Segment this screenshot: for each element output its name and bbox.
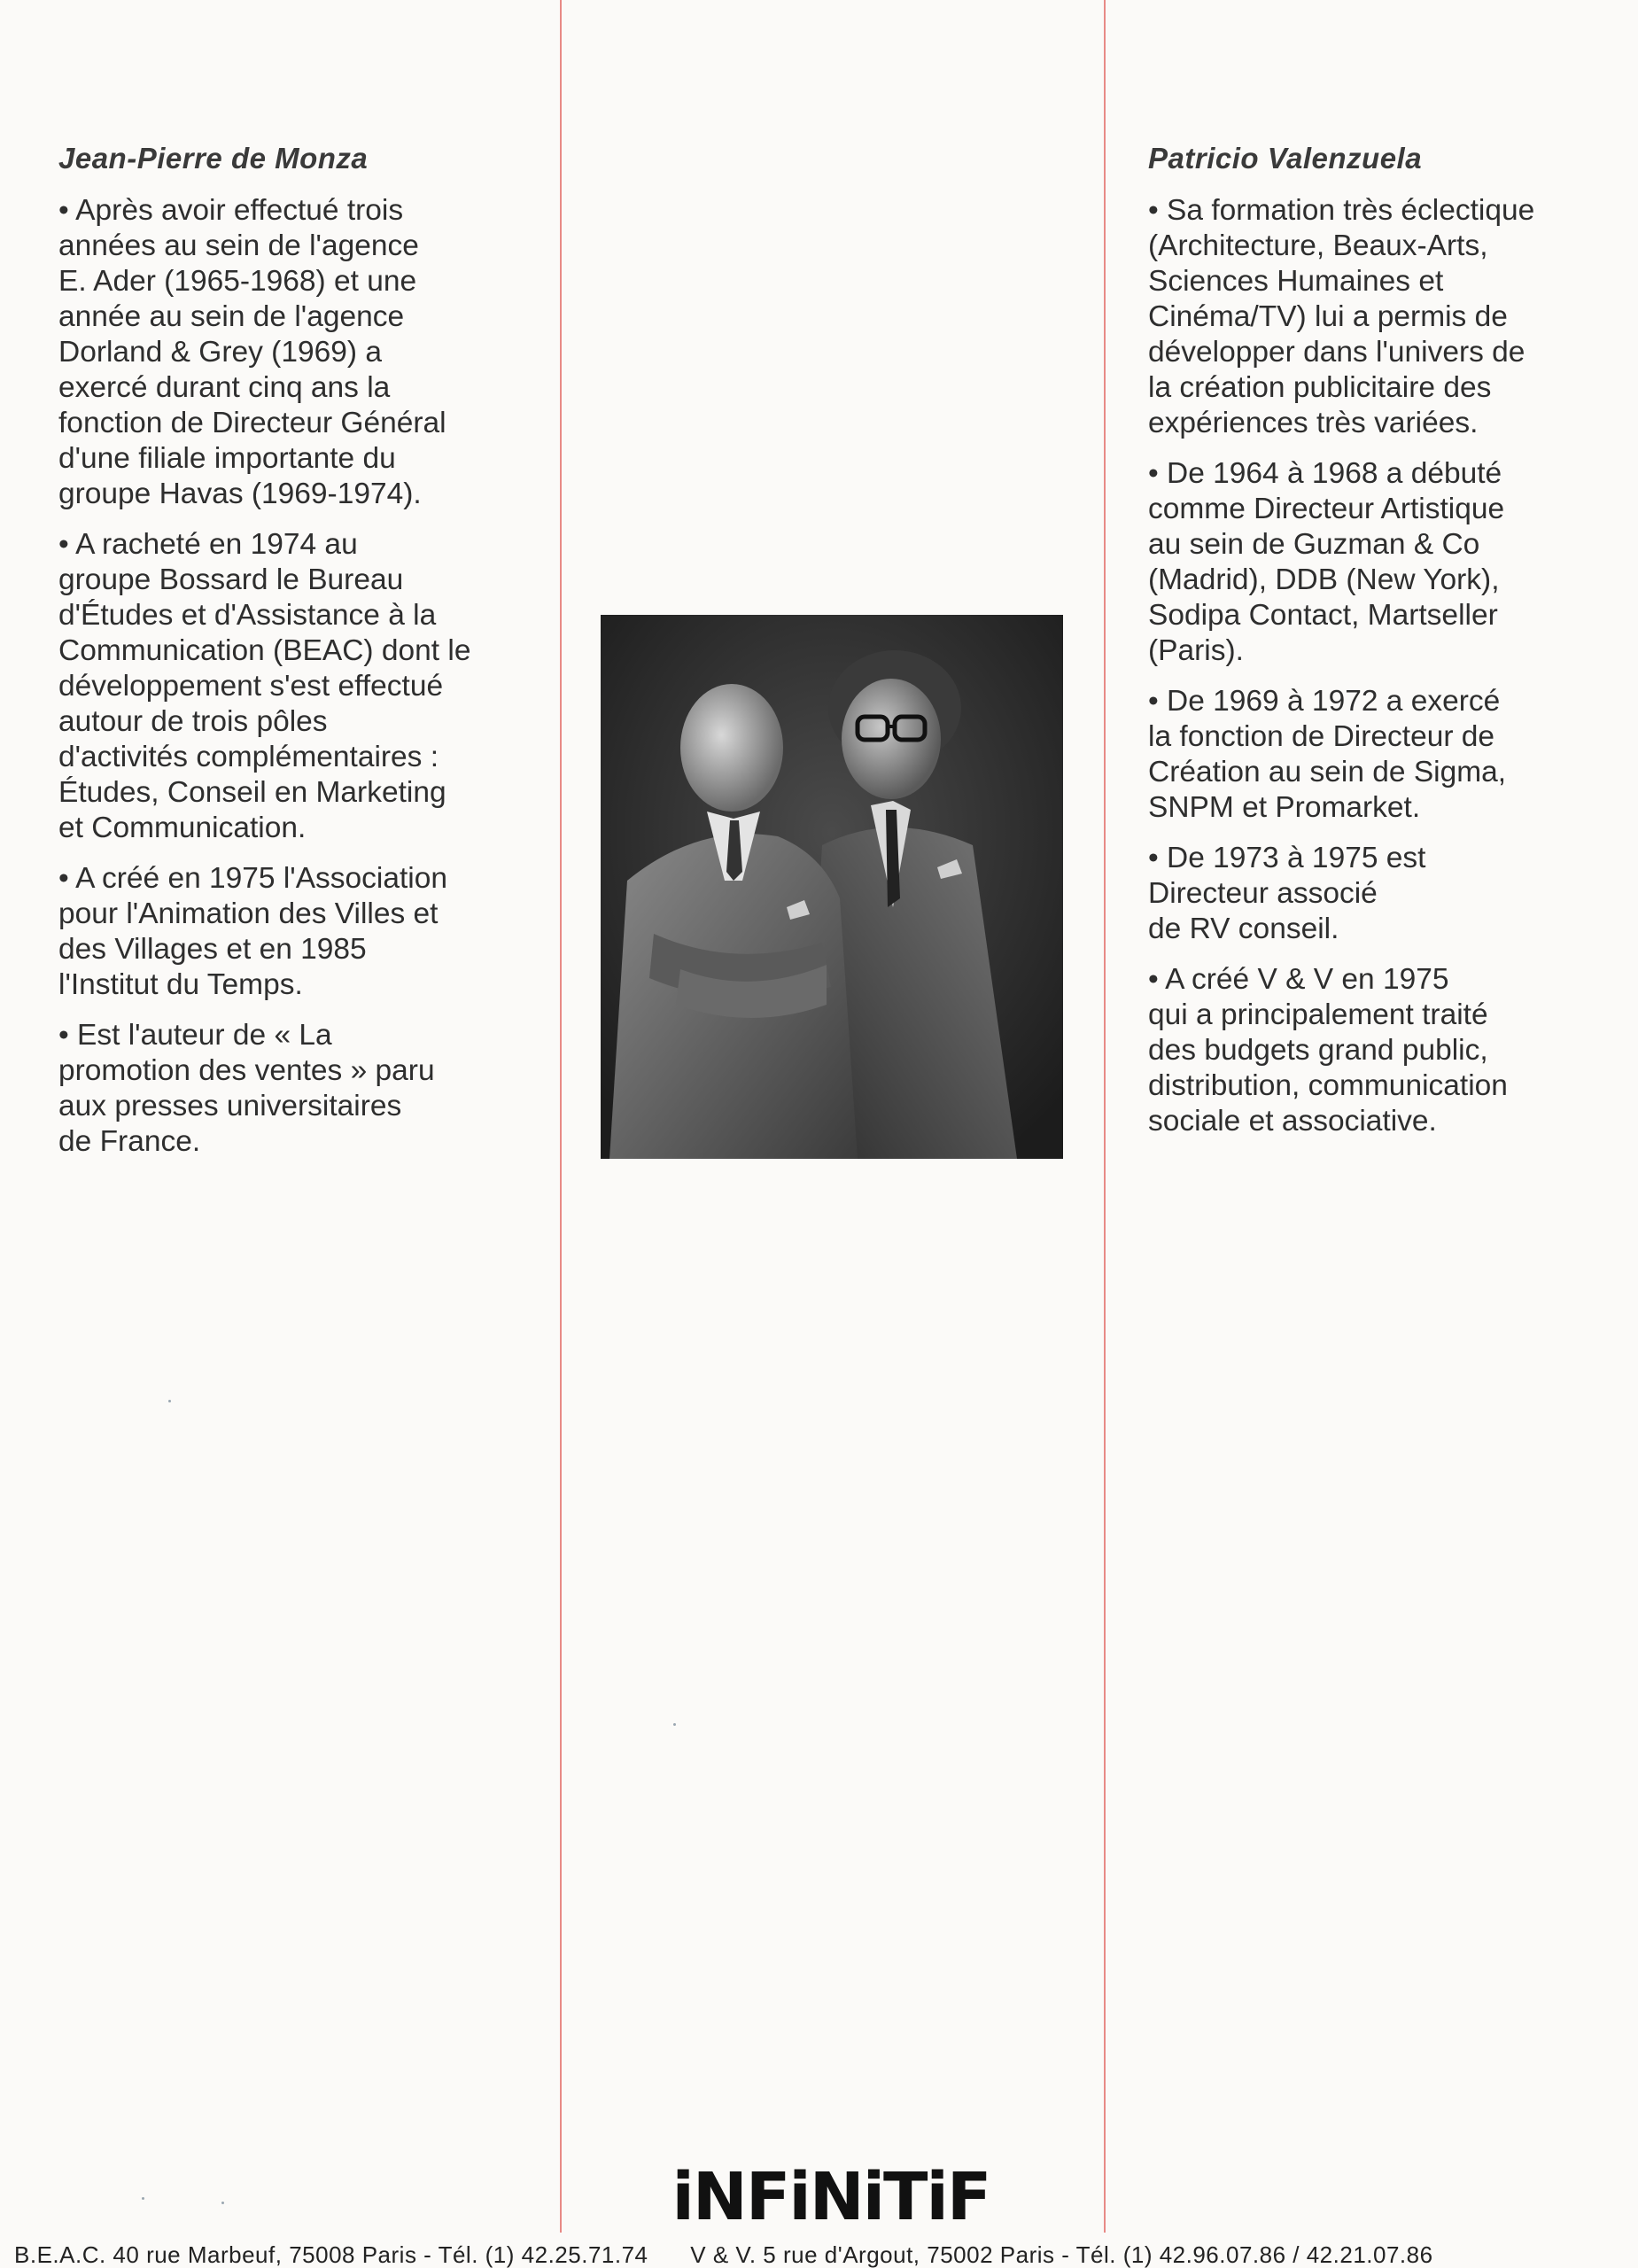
bio-paragraph: • A racheté en 1974 au groupe Bossard le Bureau d'Études et d'Assistance à la Communication (BEAC) dont le développement s'est effectué autour de trois pôles d'activités complémentaires : Études, Conseil en Marketing et Communication. (58, 528, 471, 844)
paper-speck (168, 1400, 171, 1402)
bio-paragraph: • De 1964 à 1968 a débuté comme Directeur Artistique au sein de Guzman & Co (Madrid), DDB (New York), Sodipa Contact, Martseller (Paris). (1148, 457, 1505, 667)
footer-addresses (14, 2241, 1626, 2268)
paper-speck (673, 1723, 676, 1726)
logo-text: iNFiNiTiF (672, 2159, 990, 2235)
bio-list-right (1148, 193, 1618, 1139)
bio-paragraph: • A créé V & V en 1975 qui a principalement traité des budgets grand public, distribution, communication sociale et associative. (1148, 963, 1508, 1138)
bio-paragraph: • Sa formation très éclectique (Architecture, Beaux-Arts, Sciences Humaines et Cinéma/TV) lui a permis de développer dans l'univers de la création publicitaire des expériences très variées. (1148, 194, 1535, 439)
paper-speck (221, 2202, 224, 2204)
column-divider-right (1104, 0, 1106, 2233)
column-divider-left (560, 0, 562, 2233)
footer-vv-address: V & V. 5 rue d'Argout, 75002 Paris - Tél. (1) 42.96.07.86 / 42.21.07.86 (690, 2241, 1433, 2268)
bio-list-left (58, 193, 537, 1160)
bio-paragraph: • Après avoir effectué trois années au sein de l'agence E. Ader (1965-1968) et une année au sein de l'agence Dorland & Grey (1969) a exercé durant cinq ans la fonction de Directeur Général d'une filiale importante du groupe Havas (1969-1974). (58, 194, 446, 510)
bio-name-left: Jean-Pierre de Monza (58, 142, 369, 175)
paper-speck (142, 2197, 144, 2200)
portrait-photo (601, 615, 1063, 1159)
bio-column-left (58, 142, 537, 1175)
portrait-illustration (601, 615, 1063, 1159)
bio-paragraph: • Est l'auteur de « La promotion des ventes » paru aux presses universitaires de France. (58, 1019, 435, 1158)
bio-name-right: Patricio Valenzuela (1148, 142, 1423, 175)
bio-paragraph: • De 1969 à 1972 a exercé la fonction de Directeur de Création au sein de Sigma, SNPM et Promarket. (1148, 685, 1507, 824)
infinitif-logo (645, 2159, 1017, 2235)
footer-beac-address: B.E.A.C. 40 rue Marbeuf, 75008 Paris - Tél. (1) 42.25.71.74 (14, 2241, 648, 2268)
bio-paragraph: • A créé en 1975 l'Association pour l'Animation des Villes et des Villages et en 1985 l'Institut du Temps. (58, 862, 448, 1001)
bio-column-right (1148, 142, 1618, 1154)
bio-paragraph: • De 1973 à 1975 est Directeur associé de RV conseil. (1148, 842, 1426, 945)
